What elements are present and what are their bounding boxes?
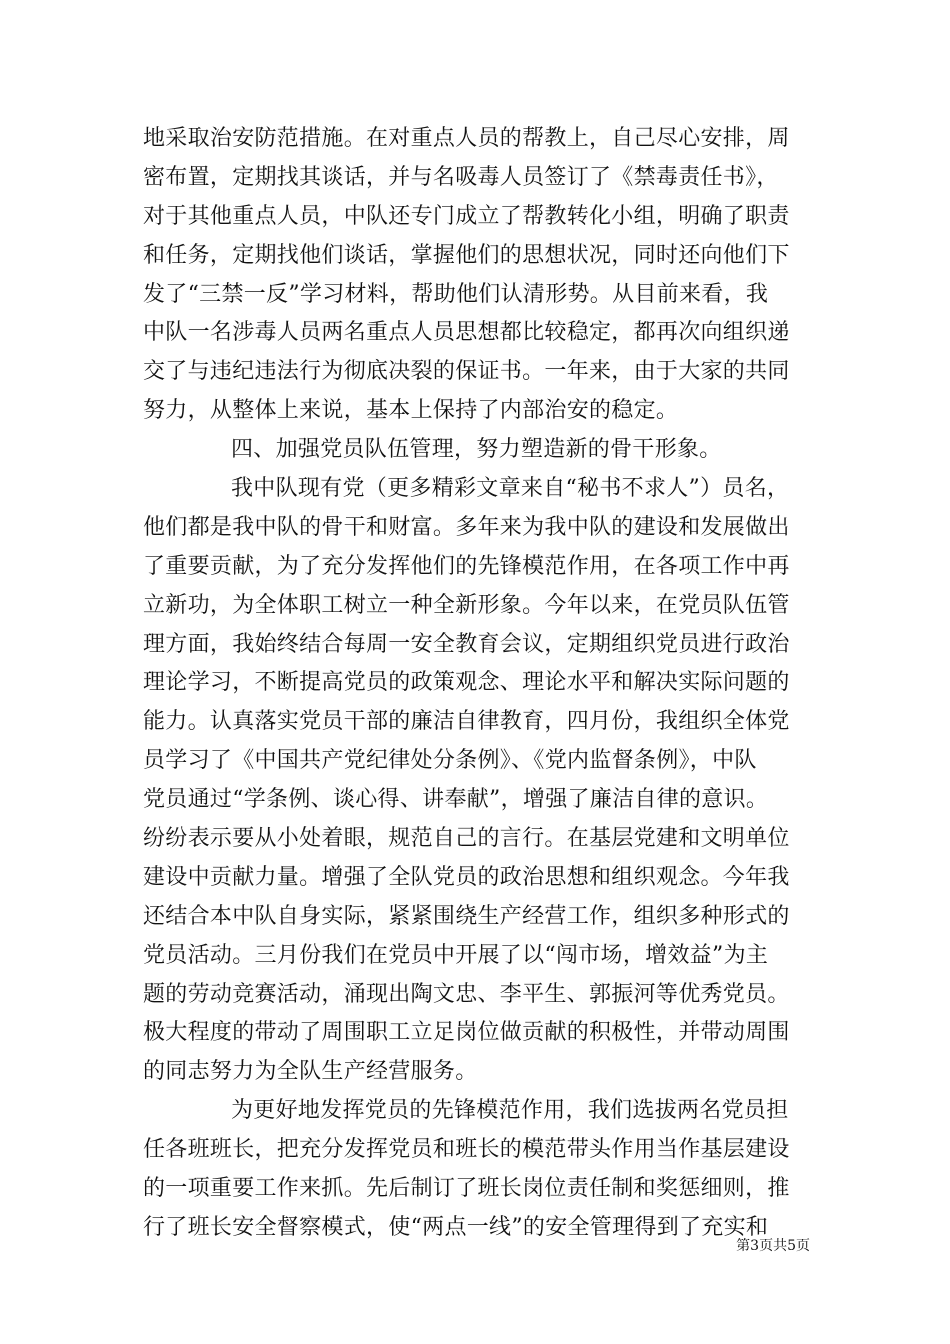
text-line: 他们都是我中队的骨干和财富。多年来为我中队的建设和发展做出 [143, 514, 790, 540]
text-line: 党员活动。三月份我们在党员中开展了以“闯市场，增效益”为主 [143, 942, 769, 968]
text-line: 理方面，我始终结合每周一安全教育会议，定期组织党员进行政治 [143, 631, 790, 657]
text-line: 建设中贡献力量。增强了全队党员的政治思想和组织观念。今年我 [143, 864, 790, 890]
text-line: 对于其他重点人员，中队还专门成立了帮教转化小组，明确了职责 [143, 203, 790, 229]
text-line: 努力，从整体上来说，基本上保持了内部治安的稳定。 [143, 398, 679, 424]
text-line: 立新功，为全体职工树立一种全新形象。今年以来，在党员队伍管 [143, 592, 790, 618]
text-line: 密布置，定期找其谈话，并与名吸毒人员签订了《禁毒责任书》， [143, 164, 779, 190]
paragraph-start-line: 为更好地发挥党员的先锋模范作用，我们选拔两名党员担 [231, 1098, 789, 1124]
text-line: 能力。认真落实党员干部的廉洁自律教育，四月份，我组织全体党 [143, 709, 790, 735]
text-line: 理论学习，不断提高党员的政策观念、理论水平和解决实际问题的 [143, 670, 790, 696]
body-text [143, 120, 813, 1248]
text-line: 党员通过“学条例、谈心得、讲奉献”，增强了廉洁自律的意识。 [143, 787, 769, 813]
text-line: 地采取治安防范措施。在对重点人员的帮教上，自己尽心安排，周 [143, 126, 790, 151]
text-line: 和任务，定期找他们谈话，掌握他们的思想状况，同时还向他们下 [143, 242, 790, 268]
text-line: 了重要贡献，为了充分发挥他们的先锋模范作用，在各项工作中再 [143, 553, 790, 579]
section-heading: 四、加强党员队伍管理，努力塑造新的骨干形象。 [231, 437, 722, 463]
text-line: 交了与违纪违法行为彻底决裂的保证书。一年来，由于大家的共同 [143, 359, 790, 385]
text-line: 的一项重要工作来抓。先后制订了班长岗位责任制和奖惩细则，推 [143, 1176, 790, 1202]
text-line: 的同志努力为全队生产经营服务。 [143, 1059, 478, 1085]
text-line: 还结合本中队自身实际，紧紧围绕生产经营工作，组织多种形式的 [143, 903, 790, 929]
paragraph-start-line: 我中队现有党（更多精彩文章来自“秘书不求人”）员名， [231, 476, 790, 502]
text-line: 纷纷表示要从小处着眼，规范自己的言行。在基层党建和文明单位 [143, 826, 790, 852]
text-line: 员学习了《中国共产党纪律处分条例》、《党内监督条例》，中队 [143, 748, 757, 774]
text-line: 任各班班长，把充分发挥党员和班长的模范带头作用当作基层建设 [143, 1137, 790, 1163]
text-line: 发了“三禁一反”学习材料，帮助他们认清形势。从目前来看，我 [143, 281, 769, 307]
text-line: 极大程度的带动了周围职工立足岗位做贡献的积极性，并带动周围 [143, 1020, 790, 1046]
page-number: 第3页共5页 [736, 1238, 810, 1254]
text-line: 题的劳动竞赛活动，涌现出陶文忠、李平生、郭振河等优秀党员。 [143, 981, 790, 1007]
text-line: 中队一名涉毒人员两名重点人员思想都比较稳定，都再次向组织递 [143, 320, 790, 346]
text-line: 行了班长安全督察模式，使“两点一线”的安全管理得到了充实和 [143, 1214, 769, 1240]
